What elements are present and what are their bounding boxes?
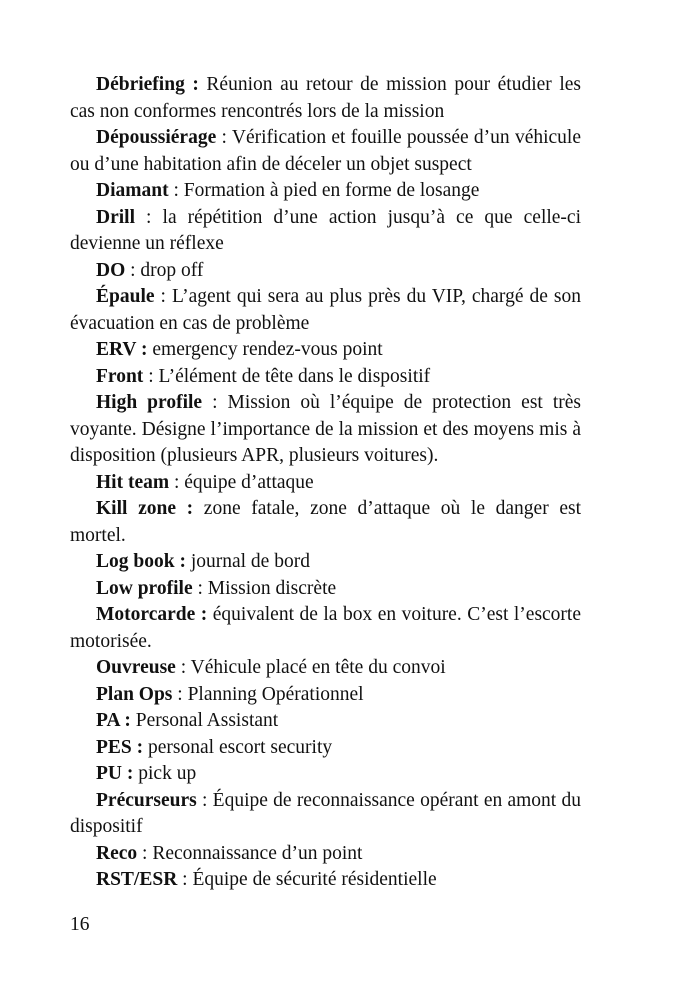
glossary-term: PA : xyxy=(96,710,131,731)
glossary-definition: : Équipe de sécurité résidentielle xyxy=(177,869,437,890)
glossary-page xyxy=(70,72,581,894)
glossary-definition: personal escort security xyxy=(143,736,333,758)
glossary-term: Drill xyxy=(96,206,135,228)
glossary-entry xyxy=(70,337,581,364)
glossary-entry xyxy=(70,496,581,549)
glossary-entry xyxy=(70,708,581,735)
glossary-definition: : Planning Opérationnel xyxy=(172,683,364,705)
glossary-definition: : Formation à pied en forme de losange xyxy=(168,180,480,201)
glossary-term: Kill zone : xyxy=(96,498,194,519)
glossary-entry xyxy=(70,470,581,497)
glossary-definition: : drop off xyxy=(125,259,204,281)
glossary-definition: zone fatale, zone d’attaque où le danger est mortel. xyxy=(70,498,581,546)
glossary-term: Hit team xyxy=(96,471,170,493)
glossary-definition: : Équipe de reconnaissance opérant en amont du dispositif xyxy=(70,789,581,837)
glossary-definition: : L’élément de tête dans le dispositif xyxy=(143,365,431,387)
page-number: 16 xyxy=(70,914,90,935)
glossary-definition: : équipe d’attaque xyxy=(169,471,314,493)
glossary-entry xyxy=(70,867,581,894)
glossary-term: Motorcarde : xyxy=(96,604,208,625)
glossary-term: PU : xyxy=(96,763,134,784)
glossary-definition: : L’agent qui sera au plus près du VIP, chargé de son évacuation en cas de problème xyxy=(70,286,581,334)
glossary-entry xyxy=(70,735,581,762)
glossary-term: Débriefing : xyxy=(96,74,199,95)
glossary-entry xyxy=(70,390,581,470)
glossary-entry xyxy=(70,788,581,841)
glossary-term: Plan Ops xyxy=(96,683,173,705)
glossary-definition: emergency rendez-vous point xyxy=(147,339,383,360)
glossary-entry xyxy=(70,682,581,709)
glossary-definition: : Mission où l’équipe de protection est très voyante. Désigne l’importance de la mission et des moyens mis à disposition (plusieurs APR, plusieurs voitures). xyxy=(70,392,581,466)
glossary-entry xyxy=(70,655,581,682)
glossary-term: Ouvreuse xyxy=(96,657,176,678)
glossary-entry xyxy=(70,761,581,788)
glossary-entry xyxy=(70,841,581,868)
glossary-term: Diamant xyxy=(96,180,169,201)
glossary-definition: équivalent de la box en voiture. C’est l’escorte motorisée. xyxy=(70,604,581,652)
glossary-definition: Personal Assistant xyxy=(130,710,279,731)
glossary-term: Reco xyxy=(96,842,138,864)
glossary-definition: : Mission discrète xyxy=(192,577,337,599)
glossary-term: Low profile xyxy=(96,577,193,599)
glossary-term: Front xyxy=(96,365,144,387)
glossary-entry xyxy=(70,178,581,205)
glossary-term: Dépoussiérage xyxy=(96,127,217,148)
glossary-term: RST/ESR xyxy=(96,869,178,890)
glossary-definition: journal de bord xyxy=(185,551,310,572)
glossary-term: Précurseurs xyxy=(96,789,197,811)
glossary-term: ERV : xyxy=(96,339,148,360)
glossary-entry xyxy=(70,258,581,285)
glossary-entry xyxy=(70,602,581,655)
glossary-entry xyxy=(70,576,581,603)
glossary-term: Épaule xyxy=(96,286,155,307)
glossary-definition: Réunion au retour de mission pour étudier les cas non conformes rencontrés lors de la mission xyxy=(70,74,581,122)
glossary-definition: : Véhicule placé en tête du convoi xyxy=(175,657,446,678)
glossary-term: Log book : xyxy=(96,551,186,572)
glossary-term: DO xyxy=(96,259,126,281)
glossary-term: High profile xyxy=(96,392,203,413)
glossary-definition: : Vérification et fouille poussée d’un véhicule ou d’une habitation afin de déceler un objet suspect xyxy=(70,127,581,175)
glossary-entry xyxy=(70,205,581,258)
glossary-entry xyxy=(70,284,581,337)
glossary-entry xyxy=(70,72,581,125)
glossary-definition: pick up xyxy=(133,763,197,784)
glossary-definition: : la répétition d’une action jusqu’à ce que celle-ci devienne un réflexe xyxy=(70,206,581,254)
glossary-entry xyxy=(70,549,581,576)
glossary-entry xyxy=(70,125,581,178)
glossary-term: PES : xyxy=(96,736,144,758)
glossary-definition: : Reconnaissance d’un point xyxy=(137,842,363,864)
glossary-entry xyxy=(70,364,581,391)
